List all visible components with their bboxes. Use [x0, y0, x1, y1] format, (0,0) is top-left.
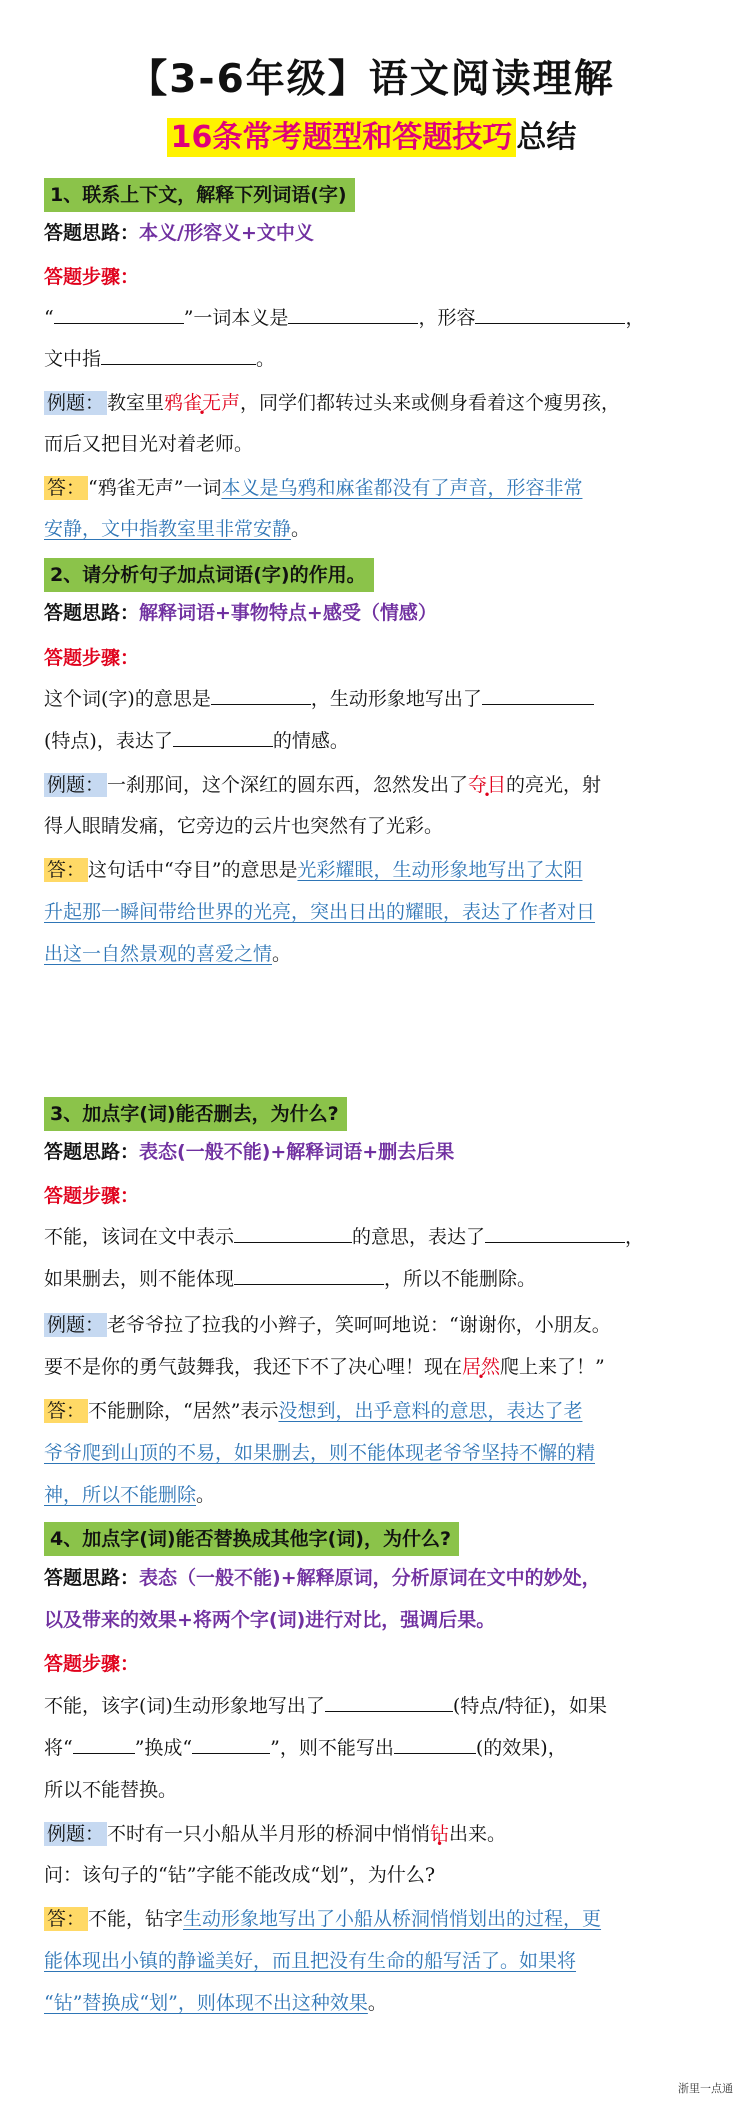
- blank: [211, 684, 311, 705]
- blank: [234, 1222, 352, 1243]
- step-text: 文中指: [44, 348, 102, 370]
- idea-text: 解释词语+事物特点+感受（情感）: [139, 602, 437, 624]
- section-4-question: 问：该句子的“钻”字能不能改成“划”，为什么?: [44, 1864, 436, 1886]
- example-dotted-word: 夺目: [468, 774, 507, 796]
- step-text: (特点/特征)，如果: [452, 1695, 608, 1717]
- step-text: ，: [625, 307, 645, 329]
- page-title: 【3-6年级】语文阅读理解: [128, 57, 615, 102]
- section-2-answer-cont-1: [44, 897, 707, 927]
- example-label: 例题：: [44, 1313, 107, 1337]
- footer-watermark: 浙里一点通: [678, 2082, 733, 2095]
- answer-underlined: 升起那一瞬间带给世界的光亮，突出日出的耀眼，表达了作者对日: [44, 901, 596, 923]
- example-text: 爬上来了！”: [500, 1356, 605, 1378]
- step-text: 如果删去，则不能体现: [44, 1268, 235, 1290]
- example-label: 例题：: [44, 1822, 107, 1846]
- idea-label: 答题思路：: [44, 222, 140, 244]
- step-text: 将“: [44, 1737, 73, 1759]
- section-1-example-cont: 而后又把目光对着老师。: [44, 433, 254, 455]
- step-text: ”，则不能写出: [270, 1737, 394, 1759]
- steps-label: 答题步骤：: [44, 1185, 140, 1207]
- section-4-step-line-1: [44, 1691, 707, 1721]
- blank: [173, 726, 273, 747]
- blank: [475, 303, 625, 324]
- section-4-example: [44, 1819, 707, 1849]
- section-2-answer-cont-2: [44, 939, 707, 969]
- blank: [192, 1733, 270, 1754]
- example-text: ，同学们都转过头来或侧身看着这个瘦男孩，: [240, 392, 621, 414]
- section-2-answer: [44, 855, 707, 885]
- idea-text: 表态（一般不能)+解释原词，分析原词在文中的妙处，: [139, 1567, 601, 1589]
- answer-underlined: 光彩耀眼，生动形象地写出了太阳: [297, 859, 583, 881]
- answer-underlined: 本义是乌鸦和麻雀都没有了声音，形容非常: [221, 477, 583, 499]
- section-3-answer: [44, 1396, 707, 1426]
- section-1-example: [44, 388, 707, 418]
- answer-underlined: 神，所以不能删除: [44, 1484, 197, 1506]
- idea-text: 以及带来的效果+将两个字(词)进行对比，强调后果。: [44, 1609, 496, 1631]
- section-1-step-line-1: [44, 303, 707, 333]
- answer-text: “鸦雀无声”一词: [88, 477, 222, 499]
- section-2-step-line-1: [44, 684, 707, 714]
- section-3-step-line-1: [44, 1222, 707, 1252]
- example-label: 例题：: [44, 391, 107, 415]
- section-4-step-line-2: [44, 1733, 707, 1763]
- step-text: 的情感。: [272, 730, 349, 752]
- answer-text: 不能删除，“居然”表示: [88, 1400, 279, 1422]
- section-2-heading: 2、请分析句子加点词语(字)的作用。: [44, 558, 374, 592]
- answer-underlined: 没想到，出乎意料的意思，表达了老: [278, 1400, 583, 1422]
- section-2-steps-label: [44, 643, 707, 673]
- step-text: 不能，该字(词)生动形象地写出了: [44, 1695, 325, 1717]
- idea-label: 答题思路：: [44, 602, 140, 624]
- answer-underlined: 能体现出小镇的静谧美好，而且把没有生命的船写活了。如果将: [44, 1950, 577, 1972]
- step-text: (的效果)，: [475, 1737, 567, 1759]
- answer-underlined: 出这一自然景观的喜爱之情: [44, 943, 273, 965]
- answer-underlined: 爷爷爬到山顶的不易，如果删去，则不能体现老爷爷坚持不懈的精: [44, 1442, 596, 1464]
- page-subtitle: [0, 112, 743, 156]
- idea-text: 本义/形容义+文中义: [139, 222, 314, 244]
- section-1-step-line-2: [44, 344, 707, 374]
- example-text: 不时有一只小船从半月形的桥洞中悄悄: [107, 1823, 431, 1845]
- example-text: 教室里: [107, 392, 165, 414]
- step-text: 这个词(字)的意思是: [44, 688, 211, 710]
- answer-underlined: 生动形象地写出了小船从桥洞悄悄划出的过程，更: [183, 1908, 602, 1930]
- blank: [288, 303, 418, 324]
- steps-label: 答题步骤：: [44, 1653, 140, 1675]
- step-text: ，生动形象地写出了: [310, 688, 482, 710]
- step-text: ，所以不能删除。: [384, 1268, 537, 1290]
- steps-label: 答题步骤：: [44, 647, 140, 669]
- section-4-steps-label: [44, 1649, 707, 1679]
- section-3-idea: [44, 1137, 707, 1167]
- example-label: 例题：: [44, 773, 107, 797]
- section-1-heading: 1、联系上下文，解释下列词语(字): [44, 178, 355, 212]
- section-4-step-line-3: 所以不能替换。: [44, 1779, 178, 1801]
- step-text: ，: [625, 1226, 645, 1248]
- blank: [394, 1733, 476, 1754]
- answer-text: 不能，钻字: [88, 1908, 184, 1930]
- answer-text: 。: [367, 1992, 387, 2014]
- answer-label: 答：: [44, 1399, 88, 1423]
- section-3-step-line-2: [44, 1264, 707, 1294]
- step-text: ”一词本义是: [183, 307, 289, 329]
- section-1-answer-cont: [44, 514, 707, 544]
- answer-label: 答：: [44, 858, 88, 882]
- idea-text: 表态(一般不能)+解释词语+删去后果: [139, 1141, 455, 1163]
- subtitle-highlight: 16条常考题型和答题技巧: [167, 118, 517, 157]
- steps-label: 答题步骤：: [44, 266, 140, 288]
- section-4-idea: [44, 1563, 707, 1593]
- blank: [101, 344, 256, 365]
- section-4-heading: 4、加点字(词)能否替换成其他字(词)，为什么?: [44, 1522, 459, 1556]
- answer-label: 答：: [44, 1907, 88, 1931]
- example-text: 老爷爷拉了拉我的小辫子，笑呵呵地说：“谢谢你，小朋友。: [107, 1314, 611, 1336]
- blank: [234, 1264, 384, 1285]
- section-4-answer-cont-2: [44, 1988, 707, 2018]
- section-2-step-line-2: [44, 726, 707, 756]
- blank: [325, 1691, 453, 1712]
- section-4-idea-cont: [44, 1605, 707, 1635]
- idea-label: 答题思路：: [44, 1567, 140, 1589]
- example-dotted-word: 鸦雀无声: [164, 392, 241, 414]
- step-text: ，形容: [418, 307, 476, 329]
- step-text: 不能，该词在文中表示: [44, 1226, 235, 1248]
- blank: [73, 1733, 135, 1754]
- section-3-example-cont: [44, 1352, 707, 1382]
- answer-underlined: “钻”替换成“划”，则体现不出这种效果: [44, 1992, 368, 2014]
- step-text: (特点)，表达了: [44, 730, 173, 752]
- answer-text: 这句话中“夺目”的意思是: [88, 859, 298, 881]
- blank: [54, 303, 184, 324]
- section-1-steps-label: [44, 262, 707, 292]
- blank: [485, 1222, 625, 1243]
- example-text: 要不是你的勇气鼓舞我，我还下不了决心哩！现在: [44, 1356, 463, 1378]
- blank: [482, 684, 594, 705]
- answer-text: 。: [196, 1484, 216, 1506]
- answer-text: 。: [291, 518, 311, 540]
- step-text: ”换成“: [134, 1737, 193, 1759]
- section-3-example: [44, 1310, 707, 1340]
- section-3-steps-label: [44, 1181, 707, 1211]
- example-text: 一刹那间，这个深红的圆东西，忽然发出了: [107, 774, 469, 796]
- step-text: 。: [256, 348, 276, 370]
- example-dotted-word: 居然: [462, 1356, 501, 1378]
- section-2-idea: [44, 598, 707, 628]
- section-3-answer-cont-2: [44, 1480, 707, 1510]
- answer-text: 。: [272, 943, 292, 965]
- section-4-answer-cont-1: [44, 1946, 707, 1976]
- answer-underlined: 安静，文中指教室里非常安静: [44, 518, 292, 540]
- example-dotted-word: 钻: [430, 1823, 450, 1845]
- section-2-example: [44, 770, 707, 800]
- idea-label: 答题思路：: [44, 1141, 140, 1163]
- section-3-heading: 3、加点字(词)能否删去，为什么?: [44, 1097, 347, 1131]
- example-text: 的亮光，射: [506, 774, 602, 796]
- subtitle-rest: 总结: [516, 120, 577, 155]
- step-text: “: [44, 307, 54, 329]
- section-1-idea: [44, 218, 707, 248]
- section-4-answer: [44, 1904, 707, 1934]
- step-text: 的意思，表达了: [352, 1226, 486, 1248]
- section-2-example-cont: 得人眼睛发痛，它旁边的云片也突然有了光彩。: [44, 815, 444, 837]
- section-1-answer: [44, 473, 707, 503]
- example-text: 出来。: [449, 1823, 507, 1845]
- answer-label: 答：: [44, 476, 88, 500]
- section-3-answer-cont-1: [44, 1438, 707, 1468]
